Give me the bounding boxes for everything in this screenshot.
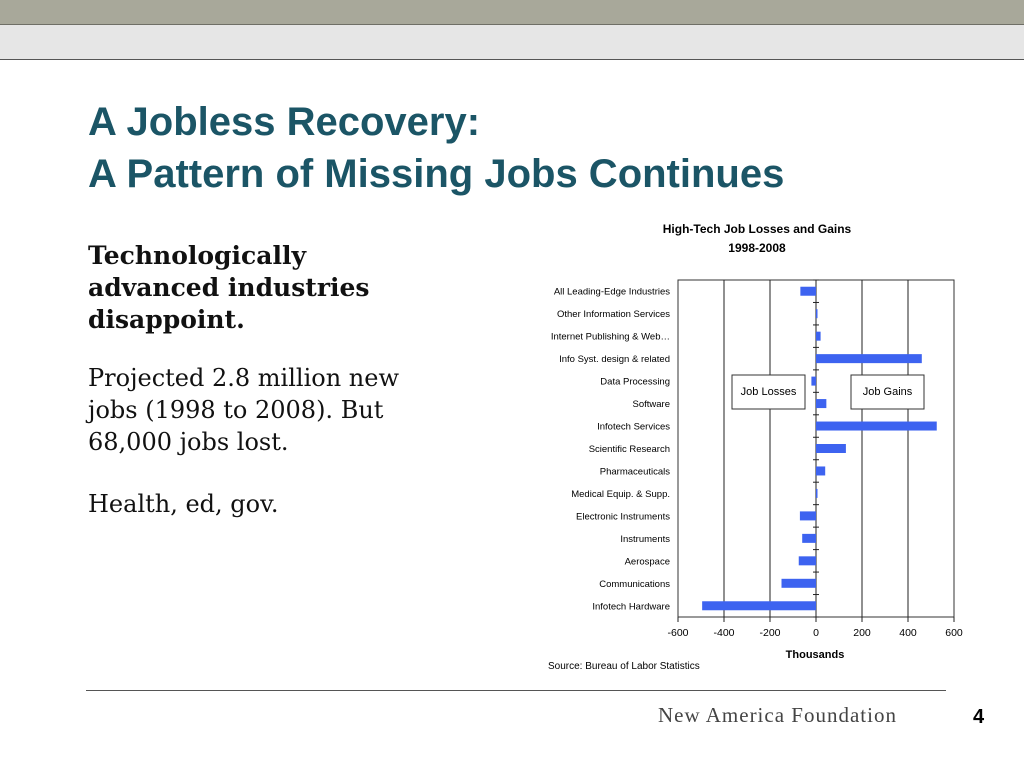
category-label: Data Processing	[600, 376, 670, 388]
page-number: 4	[973, 706, 985, 728]
chart-source: Source: Bureau of Labor Statistics	[548, 661, 700, 672]
title-line-2: A Pattern of Missing Jobs Continues	[88, 152, 785, 196]
bar	[816, 309, 818, 318]
x-tick-label: 600	[945, 627, 963, 639]
category-label: Scientific Research	[588, 444, 670, 455]
category-label: Infotech Services	[597, 421, 670, 433]
x-tick-label: 400	[899, 627, 917, 639]
category-label: Aerospace	[624, 556, 670, 568]
category-labels	[551, 287, 670, 613]
category-label: Internet Publishing & Web…	[550, 331, 670, 343]
header-band	[0, 25, 1024, 60]
title-line-1: A Jobless Recovery:	[88, 100, 481, 144]
job-gains-label: Job Gains	[862, 386, 913, 398]
top-band	[0, 0, 1024, 25]
category-label: Instruments	[620, 533, 670, 545]
sectors-text: Health, ed, gov.	[88, 490, 279, 518]
lead-text: Technologically advanced industries disappoint.	[88, 241, 370, 334]
footer-logo: New America Foundation	[658, 703, 897, 727]
bar	[816, 399, 826, 408]
bar	[802, 534, 816, 543]
bar-chart	[530, 215, 970, 675]
x-tick-label: -600	[667, 627, 689, 639]
x-tick-label: 200	[853, 627, 871, 639]
bar	[816, 354, 922, 363]
category-label: Other Information Services	[557, 309, 670, 321]
category-label: Electronic Instruments	[576, 511, 670, 523]
bar	[816, 466, 825, 475]
slide-title	[88, 96, 784, 200]
x-tick-label: 0	[813, 627, 819, 639]
footer-rule	[86, 690, 946, 691]
bar	[816, 332, 821, 341]
slide-body	[88, 240, 428, 550]
category-label: Infotech Hardware	[592, 601, 670, 613]
bar	[702, 601, 816, 610]
bar	[799, 556, 816, 565]
x-tick-label: -400	[713, 627, 735, 639]
job-losses-label: Job Losses	[740, 386, 797, 398]
x-tick-label: -200	[759, 627, 781, 639]
chart-subtitle: 1998-2008	[728, 241, 786, 255]
bar	[811, 377, 816, 386]
bar	[816, 489, 818, 498]
category-label: Pharmaceuticals	[599, 466, 670, 478]
chart-title: High-Tech Job Losses and Gains	[662, 222, 852, 236]
x-tick-labels	[667, 627, 962, 639]
category-label: Communications	[599, 578, 670, 590]
projection-text: Projected 2.8 million new jobs (1998 to 2008). But 68,000 jobs lost.	[88, 364, 399, 456]
category-label: Software	[632, 399, 670, 411]
bar	[800, 511, 816, 520]
bar	[816, 444, 846, 453]
category-label: Info Syst. design & related	[559, 354, 670, 366]
category-label: Medical Equip. & Supp.	[571, 488, 670, 500]
bar	[782, 579, 817, 588]
bar	[800, 287, 816, 296]
bar	[816, 422, 937, 431]
x-axis-label: Thousands	[785, 649, 845, 661]
category-label: All Leading-Edge Industries	[553, 286, 670, 298]
